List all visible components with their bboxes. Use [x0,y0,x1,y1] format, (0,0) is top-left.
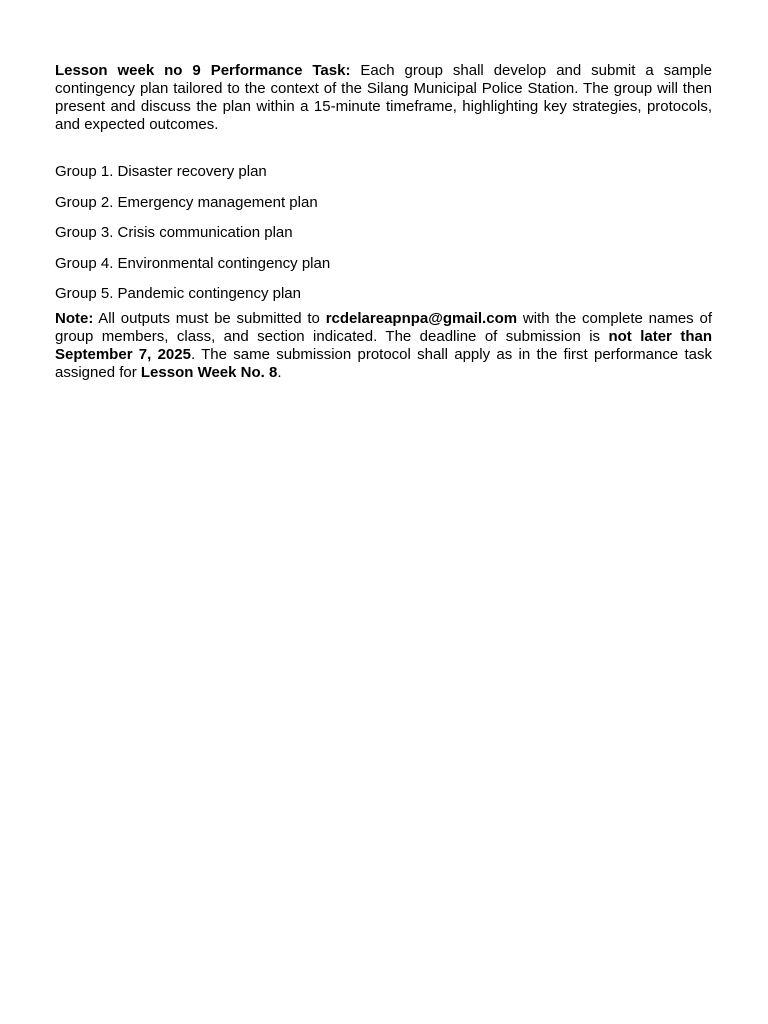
note-text: with the complete names of group members, class, and section indicated. The deadline of submission is [55,309,712,345]
lesson-reference: Lesson Week No. 8 [140,363,278,381]
note-text: All outputs must be submitted to [93,309,326,327]
note-text: . The same submission protocol shall apply as in the first performance task assigned for [55,345,712,381]
group-label: Group 4. [55,254,114,272]
group-plan: Crisis communication plan [113,224,293,241]
list-item [55,285,712,303]
group-plan: Environmental contingency plan [113,254,331,272]
list-item [55,163,712,181]
task-heading: Lesson week no 9 Performance Task: [55,62,351,79]
group-list [55,163,712,303]
group-label: Group 3. [55,224,114,241]
list-item [55,224,712,242]
group-plan: Pandemic contingency plan [113,285,301,302]
submission-email: rcdelareapnpa@gmail.com [325,309,518,327]
note-label: Note: [55,309,94,327]
document-page [55,62,712,382]
note-text: . [277,363,282,381]
group-label: Group 2. [55,193,114,211]
group-label: Group 5. [55,285,114,302]
deadline-text: not later than September 7, 2025 [55,327,712,363]
group-label: Group 1. [55,163,114,180]
note-paragraph [55,310,712,382]
list-item [55,194,712,212]
list-item [55,255,712,273]
group-plan: Disaster recovery plan [113,163,267,180]
task-body: Each group shall develop and submit a sample contingency plan tailored to the context of the Silang Municipal Police Station. The group will then present and discuss the plan within a 15-minute timeframe, highlighting key strategies, protocols, and expected outcomes. [55,62,712,133]
performance-task-paragraph [55,62,712,134]
group-plan: Emergency management plan [113,193,318,211]
